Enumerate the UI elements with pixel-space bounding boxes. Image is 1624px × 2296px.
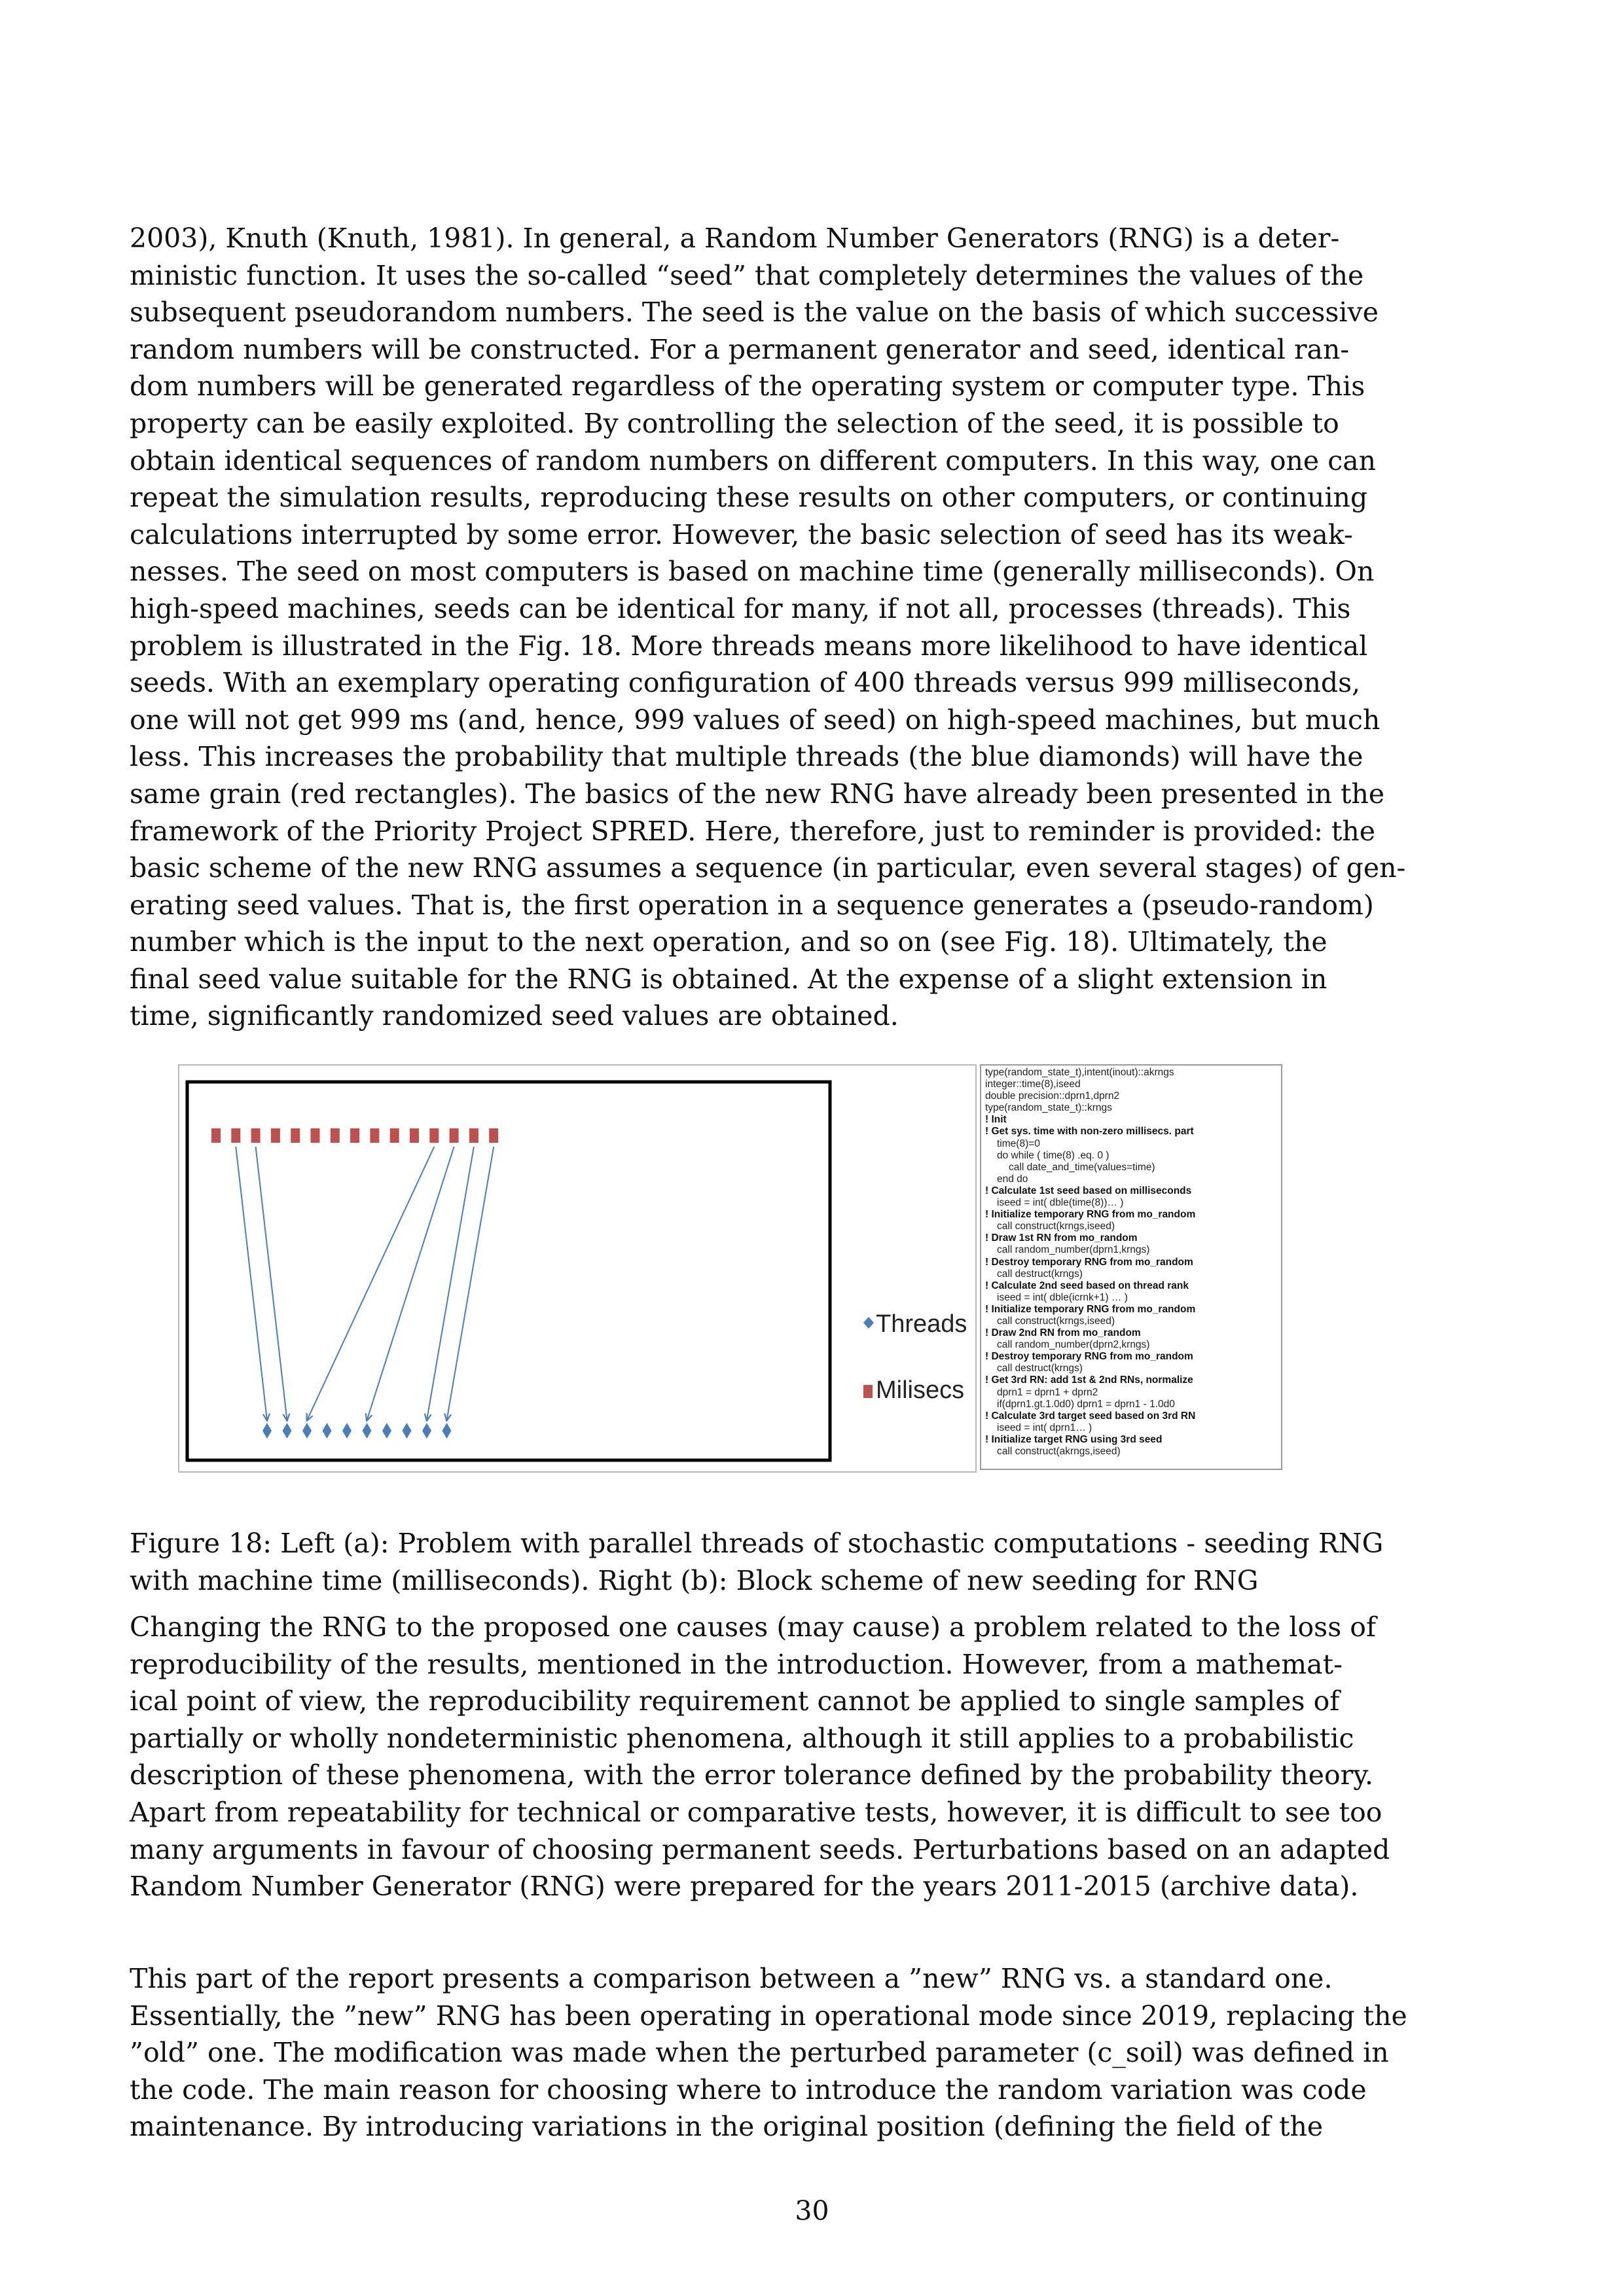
milisec-square [450,1128,459,1143]
code-line: ! Calculate 1st seed based on milliseconds [985,1185,1192,1196]
text-line: Changing the RNG to the proposed one causes (may cause) a problem related to the loss of [130,1611,1377,1643]
threads-seeds-diagram [179,1066,975,1471]
text-line: random numbers will be constructed. For a permanent generator and seed, identical ran- [130,333,1350,365]
figure-18-right-code-block [980,1064,1282,1470]
code-line: ! Get sys. time with non-zero millisecs. part [985,1126,1194,1138]
code-line: dprn1 = dprn1 + dprn2 [997,1386,1098,1398]
threads-legend-marker [863,1317,874,1329]
code-line: type(random_state_t)::krngs [985,1102,1112,1114]
code-line: end do [997,1173,1028,1185]
thread-diamond [422,1423,431,1439]
code-line: call construct(krngs,iseed) [997,1315,1115,1327]
milisec-square [251,1128,261,1143]
body-paragraph-2 [130,1609,1390,1905]
milisec-square [410,1128,419,1143]
text-line: reproducibility of the results, mentioned in the introduction. However, from a mathemat- [130,1648,1343,1680]
code-line: ! Initialize temporary RNG from mo_random [985,1303,1196,1315]
milisecs-legend-label: Milisecs [876,1376,965,1404]
thread-diamond [283,1423,292,1439]
code-line: type(random_state_t),intent(inout)::akrngs [985,1067,1174,1078]
code-line: call construct(akrngs,iseed) [997,1446,1121,1457]
code-line: ! Initialize temporary RNG from mo_random [985,1209,1196,1221]
text-line: problem is illustrated in the Fig. 18. More threads means more likelihood to have identical [130,630,1368,662]
thread-diamond [262,1423,272,1439]
body-paragraph-3 [130,1960,1407,2145]
seed-arrow [427,1147,474,1420]
text-line: ical point of view, the reproducibility requirement cannot be applied to single samples of [130,1685,1340,1717]
code-line: ! Calculate 2nd seed based on thread rank [985,1280,1189,1291]
thread-diamond [323,1423,332,1439]
code-line: do while ( time(8) .eq. 0 ) [997,1149,1110,1161]
milisec-square [291,1128,300,1143]
thread-diamond [442,1423,452,1439]
text-line: less. This increases the probability that multiple threads (the blue diamonds) will have the [130,741,1363,773]
milisec-square [469,1128,478,1143]
thread-diamond [382,1423,391,1439]
text-line: Random Number Generator (RNG) were prepared for the years 2011-2015 (archive data). [130,1871,1359,1903]
text-line: subsequent pseudorandom numbers. The seed is the value on the basis of which successive [130,296,1379,329]
text-line: 2003), Knuth (Knuth, 1981). In general, a Random Number Generators (RNG) is a deter- [130,223,1340,254]
thread-diamond [302,1423,312,1439]
code-line: iseed = int( dble(time(8))… ) [997,1197,1124,1209]
code-line: iseed = int( dprn1… ) [997,1422,1092,1433]
text-line: many arguments in favour of choosing permanent seeds. Perturbations based on an adapted [130,1833,1390,1865]
text-line: final seed value suitable for the RNG is obtained. At the expense of a slight extension in [130,963,1327,995]
caption-line: Figure 18: Left (a): Problem with parallel threads of stochastic computations - seeding RNG [130,1528,1384,1559]
text-line: dom numbers will be generated regardless of the operating system or computer type. This [130,370,1365,403]
code-line: ! Destroy temporary RNG from mo_random [985,1256,1193,1268]
text-line: property can be easily exploited. By controlling the selection of the seed, it is possible to [130,407,1339,439]
code-line: call destruct(krngs) [997,1268,1083,1280]
code-line: ! Draw 1st RN from mo_random [985,1232,1138,1244]
code-line: ! Destroy temporary RNG from mo_random [985,1351,1193,1363]
text-line: ministic function. It uses the so-called “seed” that completely determines the values of the [130,259,1364,291]
text-line: calculations interrupted by some error. However, the basic selection of seed has its weak- [130,518,1353,550]
thread-diamond [363,1423,372,1439]
code-line: ! Get 3rd RN: add 1st & 2nd RNs, normalize [985,1374,1193,1386]
code-line: if(dprn1.gt.1.0d0) dprn1 = dprn1 - 1.0d0 [997,1398,1175,1410]
code-line: iseed = int( dble(icrnk+1) … ) [997,1291,1128,1303]
thread-diamond [342,1423,352,1439]
thread-diamond [403,1423,412,1439]
code-line: ! Calculate 3rd target seed based on 3rd RN [985,1410,1196,1422]
text-line: one will not get 999 ms (and, hence, 999 values of seed) on high-speed machines, but much [130,704,1380,736]
milisecs-row [211,1128,498,1143]
milisec-square [311,1128,320,1143]
milisec-square [489,1128,498,1143]
seed-arrow [256,1147,287,1420]
text-line: number which is the input to the next operation, and so on (see Fig. 18). Ultimately, the [130,926,1327,958]
text-line: erating seed values. That is, the first operation in a sequence generates a (pseudo-random) [130,889,1374,921]
milisec-square [231,1128,240,1143]
text-line: high-speed machines, seeds can be identical for many, if not all, processes (threads). This [130,592,1351,624]
threads-row [262,1423,452,1439]
code-line: double precision::dprn1,dprn2 [985,1090,1120,1102]
text-line: maintenance. By introducing variations in the original position (defining the field of the [130,2111,1324,2143]
code-line: time(8)=0 [997,1138,1040,1149]
milisec-square [429,1128,439,1143]
page-number: 30 [795,2195,829,2227]
figure-caption [130,1525,1384,1599]
code-line: call date_and_time(values=time) [1009,1161,1155,1173]
text-line: obtain identical sequences of random numbers on different computers. In this way, one can [130,444,1377,476]
milisec-square [211,1128,221,1143]
text-line: nesses. The seed on most computers is based on machine time (generally milliseconds). On [130,556,1375,588]
code-line: ! Init [985,1114,1007,1126]
legend [863,1310,967,1404]
milisec-square [350,1128,359,1143]
text-line: basic scheme of the new RNG assumes a sequence (in particular, even several stages) of gen- [130,852,1406,884]
text-line: framework of the Priority Project SPRED. Here, therefore, just to reminder is provided: the [130,815,1376,847]
arrows-group [236,1147,494,1420]
text-line: ”old” one. The modification was made when the perturbed parameter (c_soil) was defined in [130,2037,1389,2069]
milisec-square [390,1128,399,1143]
text-line: Essentially, the ”new” RNG has been operating in operational mode since 2019, replacing the [130,2000,1407,2032]
threads-legend-label: Threads [876,1310,967,1338]
figure-18-left-threads-diagram [178,1064,977,1473]
code-line: ! Initialize target RNG using 3rd seed [985,1433,1163,1445]
code-line: call construct(krngs,iseed) [997,1221,1115,1232]
milisec-square [331,1128,340,1143]
text-line: the code. The main reason for choosing where to introduce the random variation was code [130,2073,1367,2106]
body-paragraph-1 [130,220,1406,1035]
code-line: call random_number(dprn1,krngs) [997,1244,1150,1256]
seed-arrow [447,1147,494,1420]
diagram-frame [187,1082,830,1460]
text-line: same grain (red rectangles). The basics of the new RNG have already been presented in the [130,778,1385,810]
code-line: ! Draw 2nd RN from mo_random [985,1327,1141,1339]
text-line: This part of the report presents a comparison between a ”new” RNG vs. a standard one. [130,1963,1333,1994]
seed-arrow [236,1147,267,1420]
text-line: description of these phenomena, with the error tolerance defined by the probability theory. [130,1759,1374,1791]
code-line: call destruct(krngs) [997,1363,1083,1374]
milisec-square [271,1128,280,1143]
text-line: repeat the simulation results, reproducing these results on other computers, or continuing [130,482,1368,514]
seed-arrow [367,1147,454,1420]
text-line: partially or wholly nondeterministic phenomena, although it still applies to a probabilistic [130,1722,1354,1754]
code-line: integer::time(8),iseed [985,1079,1081,1090]
text-line: seeds. With an exemplary operating configuration of 400 threads versus 999 milliseconds, [130,667,1361,699]
seed-arrow [307,1147,434,1420]
milisec-square [370,1128,379,1143]
text-line: Apart from repeatability for technical or comparative tests, however, it is difficult to see too [130,1796,1382,1828]
milisecs-legend-marker [863,1385,873,1398]
text-line: time, significantly randomized seed values are obtained. [130,1000,899,1032]
caption-line: with machine time (milliseconds). Right (b): Block scheme of new seeding for RNG [130,1564,1259,1596]
code-line: call random_number(dprn2,krngs) [997,1339,1150,1351]
